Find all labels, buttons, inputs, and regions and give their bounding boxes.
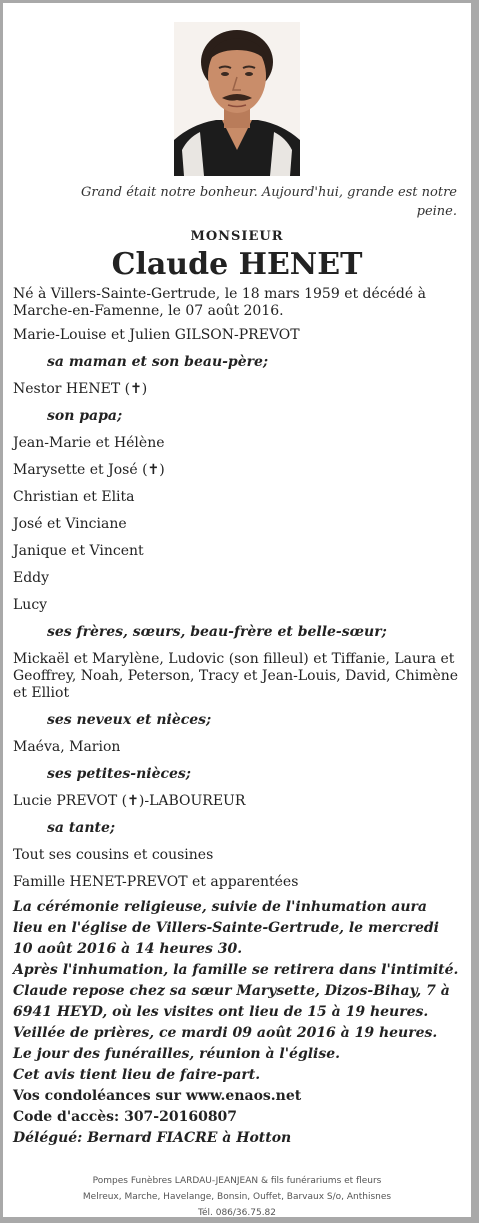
- relation-line: ses frères, sœurs, beau-frère et belle-sœur;: [47, 624, 387, 640]
- relation-line: sa tante;: [47, 820, 116, 836]
- family-line: Lucie PREVOT (✝)-LABOUREUR: [13, 793, 246, 809]
- memorial-quote: Grand était notre bonheur. Aujourd'hui, grande est notre peine.: [81, 185, 457, 219]
- visitation-text: Claude repose chez sa sœur Marysette, Dizos-Bihay, 7 à 6941 HEYD, où les visites ont lieu de 15 à 19 heures.: [13, 983, 450, 1020]
- family-line: Christian et Elita: [13, 489, 135, 505]
- funeral-home-footer: [3, 1173, 471, 1221]
- condolences-text: Vos condoléances sur www.enaos.net: [13, 1088, 302, 1104]
- family-line: Jean-Marie et Hélène: [13, 435, 165, 451]
- portrait-image: [174, 22, 300, 176]
- vigil-text: Veillée de prières, ce mardi 09 août 2016 à 19 heures.: [13, 1025, 438, 1041]
- honorific: MONSIEUR: [190, 229, 284, 244]
- notice-text: Cet avis tient lieu de faire-part.: [13, 1067, 261, 1083]
- relation-line: son papa;: [47, 408, 123, 424]
- birth-death-text: Né à Villers-Sainte-Gertrude, le 18 mars 1959 et décédé à Marche-en-Famenne, le 07 août 2016.: [13, 286, 426, 319]
- family-line: Janique et Vincent: [13, 543, 144, 559]
- footer-line: Pompes Funèbres LARDAU-JEANJEAN & fils funérariums et fleurs: [92, 1176, 382, 1186]
- relation-line: sa maman et son beau-père;: [47, 354, 269, 370]
- relation-line: ses petites-nièces;: [47, 766, 191, 782]
- access-code-text: Code d'accès: 307-20160807: [13, 1109, 238, 1125]
- delegate-text: Délégué: Bernard FIACRE à Hotton: [13, 1130, 292, 1146]
- family-line: Famille HENET-PREVOT et apparentées: [13, 874, 299, 890]
- family-line: Mickaël et Marylène, Ludovic (son filleul) et Tiffanie, Laura et Geoffrey, Noah, Peterson, Tracy et Jean-Louis, David, Chimène et Elliot: [13, 651, 459, 701]
- family-list: [13, 327, 461, 891]
- family-line: José et Vinciane: [13, 516, 127, 532]
- relation-line: ses neveux et nièces;: [47, 712, 212, 728]
- family-line: Maéva, Marion: [13, 739, 121, 755]
- family-line: Lucy: [13, 597, 48, 613]
- deceased-name: Claude HENET: [111, 247, 363, 282]
- family-line: Marysette et José (✝): [13, 462, 165, 478]
- announcement-block: [13, 897, 461, 1149]
- funeral-day-text: Le jour des funérailles, réunion à l'église.: [13, 1046, 341, 1062]
- footer-phone: Tél. 086/36.75.82: [197, 1208, 277, 1218]
- obituary-page: [3, 3, 471, 1217]
- footer-line: Melreux, Marche, Havelange, Bonsin, Ouffet, Barvaux S/o, Anthisnes: [82, 1192, 392, 1202]
- after-burial-text: Après l'inhumation, la famille se retirera dans l'intimité.: [13, 962, 459, 978]
- family-line: Eddy: [13, 570, 50, 586]
- family-line: Tout ses cousins et cousines: [13, 847, 214, 863]
- family-line: Nestor HENET (✝): [13, 381, 148, 397]
- ceremony-text: La cérémonie religieuse, suivie de l'inhumation aura lieu en l'église de Villers-Sainte-Gertrude, le mercredi 10 août 2016 à 14 heures 30.: [13, 899, 439, 957]
- family-line: Marie-Louise et Julien GILSON-PREVOT: [13, 327, 300, 343]
- portrait-photo: [174, 22, 300, 176]
